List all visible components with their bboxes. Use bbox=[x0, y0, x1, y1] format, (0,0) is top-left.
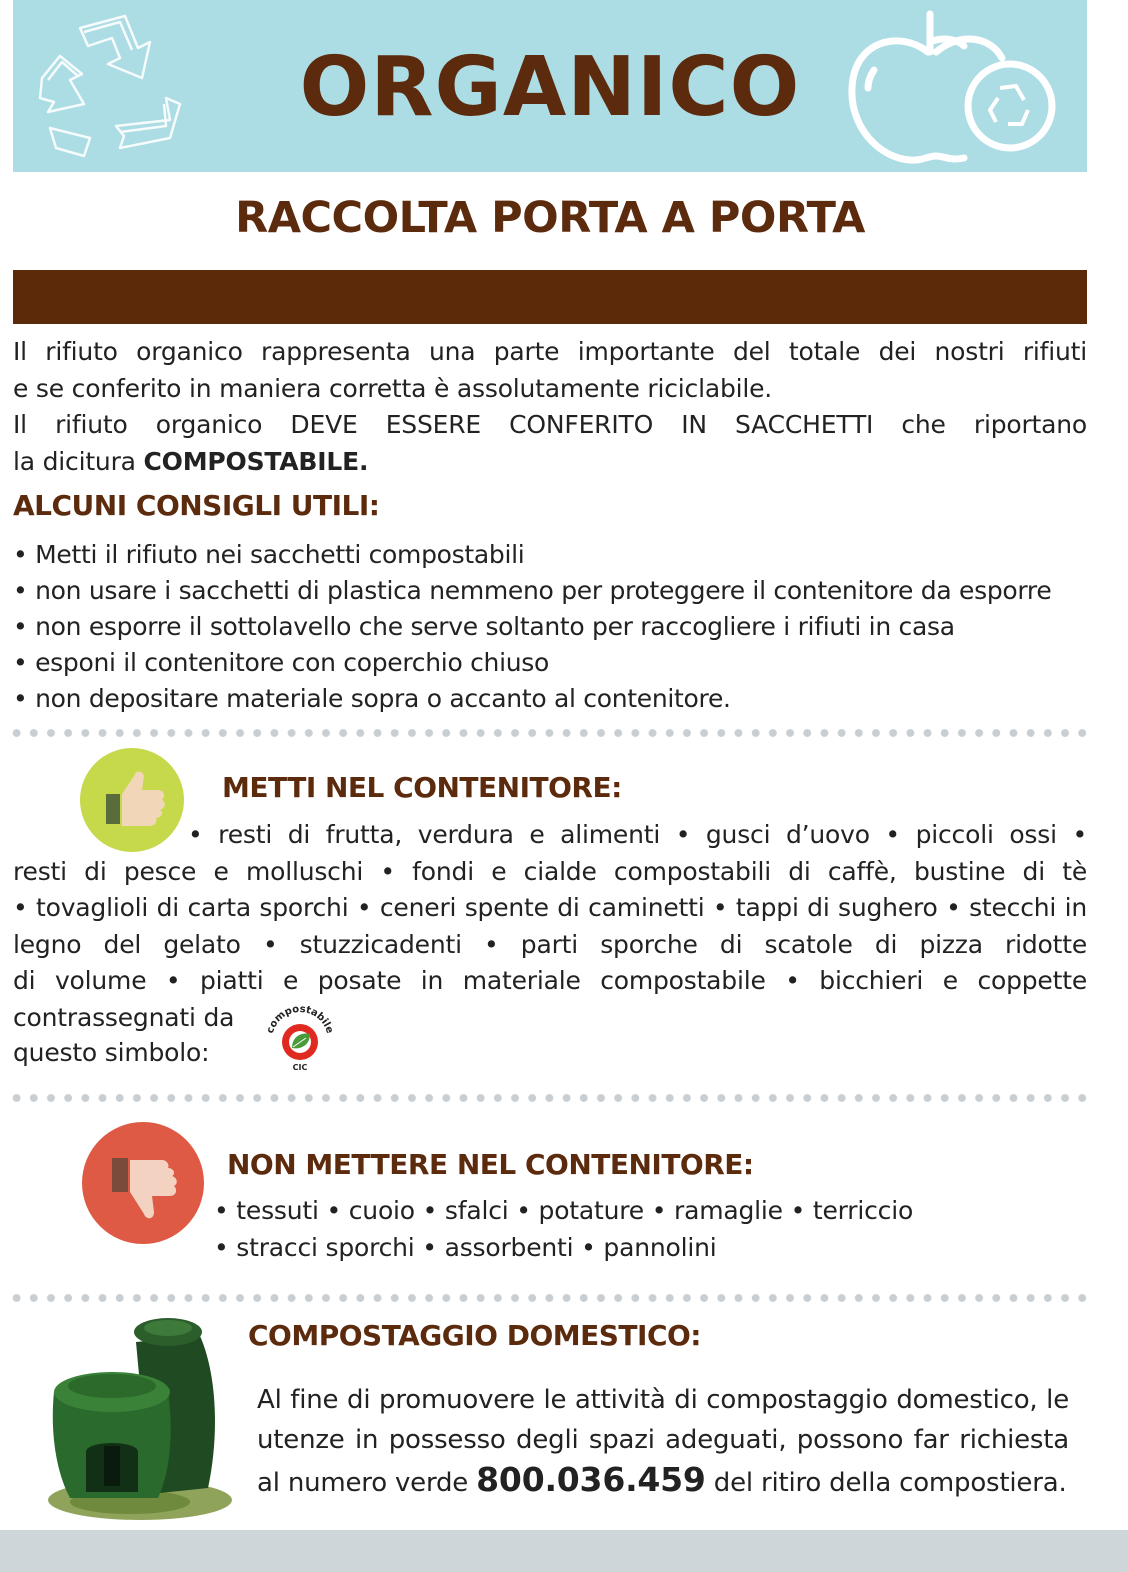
compostaggio-paragraph bbox=[257, 1380, 1069, 1503]
non-mettere-heading: NON METTERE NEL CONTENITORE: bbox=[227, 1148, 754, 1181]
list-item: • Metti il rifiuto nei sacchetti compostabili bbox=[13, 540, 525, 569]
tips-heading: ALCUNI CONSIGLI UTILI: bbox=[13, 489, 380, 522]
compostabile-cic-icon bbox=[262, 998, 338, 1074]
metti-line: • tovaglioli di carta sporchi • ceneri spente di caminetti • tappi di sughero • stecchi in bbox=[13, 893, 1087, 922]
non-mettere-paragraph bbox=[214, 1193, 913, 1266]
thumbs-down-icon bbox=[82, 1122, 204, 1244]
dotted-divider bbox=[8, 1093, 1094, 1103]
metti-line: contrassegnati da bbox=[13, 1002, 235, 1032]
list-item: • non esporre il sottolavello che serve soltanto per raccogliere i rifiuti in casa bbox=[13, 612, 955, 641]
footer-band bbox=[0, 1530, 1128, 1572]
list-item: • non depositare materiale sopra o accanto al contenitore. bbox=[13, 684, 731, 713]
tips-list bbox=[13, 537, 1093, 717]
list-item: • non usare i sacchetti di plastica nemmeno per proteggere il contenitore da esporre bbox=[13, 576, 1052, 605]
metti-line: • resti di frutta, verdura e alimenti • gusci d’uovo • piccoli ossi • bbox=[188, 820, 1087, 849]
intro-line-text: la dicitura bbox=[13, 446, 144, 476]
page-title: ORGANICO bbox=[299, 40, 801, 135]
metti-line: questo simbolo: bbox=[13, 1038, 210, 1067]
compostaggio-line: utenze in possesso degli spazi adeguati, possono far richiesta bbox=[257, 1425, 1069, 1455]
metti-paragraph bbox=[13, 817, 1087, 1070]
compostaggio-line bbox=[257, 1460, 1069, 1503]
list-item: • esponi il contenitore con coperchio chiuso bbox=[13, 648, 549, 677]
metti-line: di volume • piatti e posate in materiale compostabile • bicchieri e coppette bbox=[13, 966, 1087, 995]
phone-number: 800.036.459 bbox=[476, 1460, 706, 1499]
compostaggio-heading: COMPOSTAGGIO DOMESTICO: bbox=[248, 1319, 702, 1352]
intro-line bbox=[13, 444, 1087, 481]
metti-line: legno del gelato • stuzzicadenti • parti sporche di scatole di pizza ridotte bbox=[13, 929, 1087, 959]
intro-line: e se conferito in maniera corretta è assolutamente riciclabile. bbox=[13, 373, 773, 403]
compostaggio-line-text: del ritiro della compostiera. bbox=[705, 1468, 1067, 1498]
composter-image bbox=[40, 1312, 240, 1522]
divider-bar bbox=[13, 270, 1087, 324]
compostabile-keyword: COMPOSTABILE. bbox=[143, 446, 369, 476]
intro-paragraph bbox=[13, 334, 1087, 480]
non-mettere-line: • tessuti • cuoio • sfalci • potature • ramaglie • terriccio bbox=[214, 1196, 914, 1225]
cic-symbol-label: compostabile bbox=[264, 1003, 336, 1035]
compostaggio-line: Al fine di promuovere le attività di compostaggio domestico, le bbox=[257, 1385, 1069, 1415]
metti-line: resti di pesce e molluschi • fondi e cialde compostabili di caffè, bustine di tè bbox=[13, 856, 1087, 886]
cic-label: CIC bbox=[292, 1063, 308, 1072]
non-mettere-line: • stracci sporchi • assorbenti • pannolini bbox=[214, 1232, 717, 1262]
dotted-divider bbox=[8, 728, 1094, 738]
intro-line: Il rifiuto organico DEVE ESSERE CONFERITO IN SACCHETTI che riportano bbox=[13, 410, 1087, 439]
metti-heading: METTI NEL CONTENITORE: bbox=[222, 771, 622, 804]
intro-line: Il rifiuto organico rappresenta una parte importante del totale dei nostri rifiuti bbox=[13, 337, 1087, 366]
compostaggio-line-text: al numero verde bbox=[257, 1468, 477, 1498]
dotted-divider bbox=[8, 1293, 1094, 1303]
page-subtitle: RACCOLTA PORTA A PORTA bbox=[235, 193, 865, 243]
